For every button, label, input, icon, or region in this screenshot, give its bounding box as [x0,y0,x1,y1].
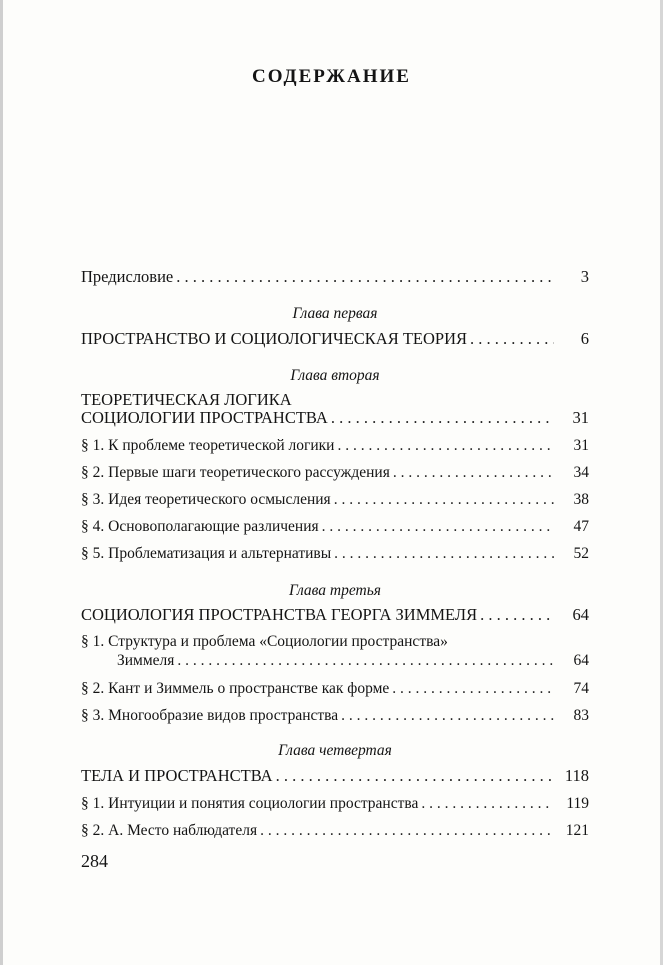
toc-entry-text: § 3. Многообразие видов пространства [81,707,339,724]
toc-entry-text: § 2. Первые шаги теоретического рассуждения [81,464,390,481]
toc-section-2-4[interactable] [81,518,589,536]
toc-page-number: 3 [580,267,589,286]
toc-entry-chapter-3[interactable] [81,606,589,624]
toc-page-number: 6 [580,329,589,348]
chapter-label-2: Глава вторая [290,367,380,384]
toc-entry-text: § 2. А. Место наблюдателя [81,822,258,839]
toc-page-number: 31 [572,408,589,427]
dot-leader [260,822,554,840]
toc-entry-chapter-2[interactable] [81,409,589,427]
toc-entry-preface[interactable] [81,268,589,286]
dot-leader [341,707,554,725]
dot-leader [480,606,554,624]
toc-entry-text: СОЦИОЛОГИЯ ПРОСТРАНСТВА ГЕОРГА ЗИММЕЛЯ [81,605,478,624]
toc-entry-text: § 1. К проблеме теоретической логики [81,437,335,454]
toc-entry-text: § 1. Интуиции и понятия социологии пространства [81,795,419,812]
toc-page-number: 74 [573,680,589,697]
toc-entry-chapter-4[interactable] [81,767,589,785]
dot-leader [331,409,554,427]
toc-section-4-2[interactable] [81,822,589,840]
toc-entry-text: § 2. Кант и Зиммель о пространстве как форме [81,680,390,697]
toc-page-number: 121 [565,822,589,839]
page-number: 284 [81,851,108,871]
dot-leader [392,680,554,698]
dot-leader [176,268,554,286]
toc-entry-text: § 5. Проблематизация и альтернативы [81,545,332,562]
toc-page-number: 47 [573,518,589,535]
toc-page-number: 31 [573,437,589,454]
toc-entry-text: СОЦИОЛОГИИ ПРОСТРАНСТВА [81,408,328,427]
dot-leader [322,518,554,536]
toc-section-3-3[interactable] [81,707,589,725]
toc-page-number: 83 [573,707,589,724]
toc-entry-text: ПРОСТРАНСТВО И СОЦИОЛОГИЧЕСКАЯ ТЕОРИЯ [81,329,468,348]
toc-section-2-3[interactable] [81,491,589,509]
toc-entry-chapter-1[interactable] [81,330,589,348]
toc-page-number: 119 [566,795,589,812]
dot-leader [337,437,554,455]
chapter-label-4: Глава четвертая [278,742,392,759]
toc-page-number: 118 [564,766,589,785]
toc-section-3-2[interactable] [81,680,589,698]
toc-section-2-5[interactable] [81,545,589,563]
toc-page-number: 38 [573,491,589,508]
toc-section-3-1[interactable] [117,652,589,670]
dot-leader [393,464,554,482]
toc-page-number: 64 [573,652,589,669]
toc-entry-text: § 4. Основополагающие различения [81,518,319,535]
dot-leader [276,767,554,785]
toc-page-number: 52 [573,545,589,562]
page-edge-left [0,0,3,965]
toc-section-3-1-line1[interactable]: § 1. Структура и проблема «Социологии пространства» [81,633,448,650]
dot-leader [334,545,554,563]
toc-page-number: 64 [572,605,589,624]
dot-leader [470,330,554,348]
toc-page-number: 34 [573,464,589,481]
page-title: СОДЕРЖАНИЕ [252,66,411,87]
toc-entry-text: Зиммеля [117,652,175,669]
toc-entry-text: § 3. Идея теоретического осмысления [81,491,331,508]
toc-entry-chapter-2-line1[interactable]: ТЕОРЕТИЧЕСКАЯ ЛОГИКА [81,390,292,409]
dot-leader [334,491,554,509]
toc-section-2-1[interactable] [81,437,589,455]
chapter-label-1: Глава первая [292,305,378,322]
toc-section-2-2[interactable] [81,464,589,482]
dot-leader [177,652,554,670]
chapter-label-3: Глава третья [288,582,381,599]
toc-entry-text: ТЕЛА И ПРОСТРАНСТВА [81,766,273,785]
toc-entry-text: Предисловие [81,267,174,286]
toc-section-4-1[interactable] [81,795,589,813]
dot-leader [421,795,554,813]
